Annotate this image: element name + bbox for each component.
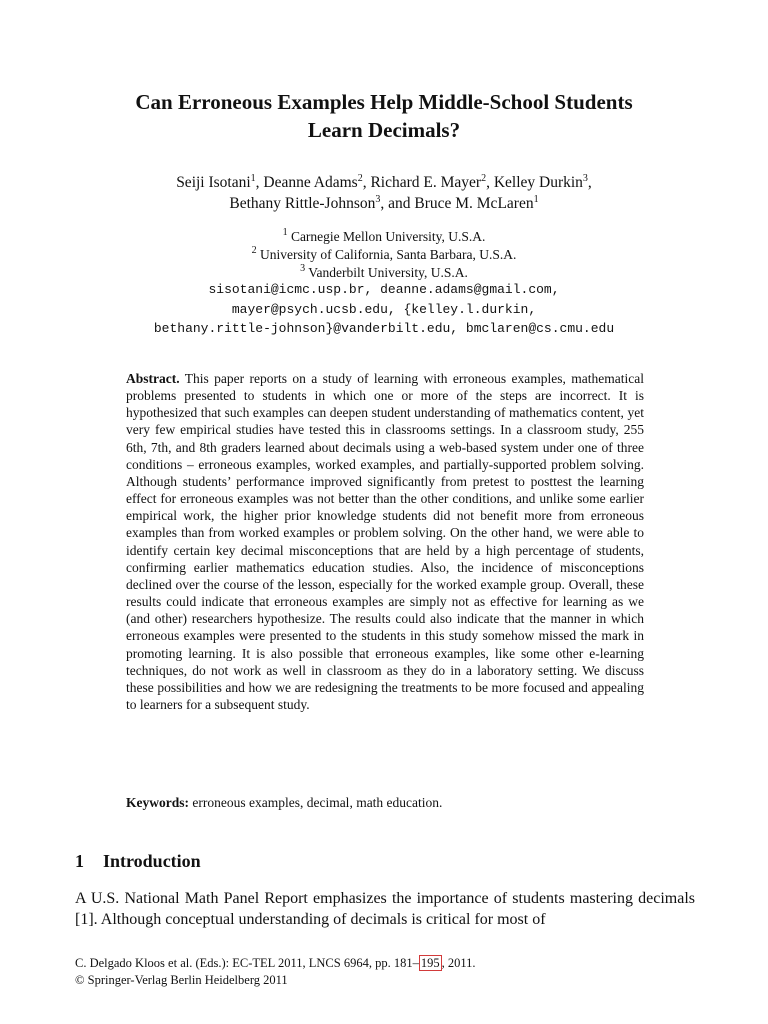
affiliation-marker: 3	[582, 173, 588, 184]
affiliation-text: Vanderbilt University, U.S.A.	[308, 265, 468, 280]
section-heading	[75, 849, 201, 873]
affiliation-item	[60, 228, 708, 246]
paper-title	[60, 88, 708, 144]
affiliation-marker: 3	[300, 263, 306, 274]
affiliation-marker: 3	[375, 194, 381, 205]
affiliation-marker: 2	[481, 173, 487, 184]
email-line: sisotani@icmc.usp.br, deanne.adams@gmail.com,	[208, 282, 560, 297]
affiliation-marker: 1	[533, 194, 539, 205]
section-title: Introduction	[103, 851, 201, 871]
author-name: , Kelley Durkin	[486, 174, 583, 191]
email-line: mayer@psych.ucsb.edu, {kelley.l.durkin,	[231, 301, 537, 317]
citation-end: , 2011.	[441, 956, 476, 970]
affiliation-marker: 2	[251, 245, 257, 256]
keywords-text: erroneous examples, decimal, math education.	[192, 795, 443, 810]
keywords	[126, 794, 644, 811]
section-number: 1	[75, 851, 84, 871]
affiliation-marker: 2	[357, 173, 363, 184]
abstract	[126, 370, 644, 713]
affiliation-text: University of California, Santa Barbara, U.S.A.	[259, 247, 517, 262]
page-link[interactable]: 195	[420, 956, 440, 970]
affiliation-item	[60, 246, 708, 264]
author-name: Seiji Isotani	[176, 174, 251, 191]
abstract-heading: Abstract.	[126, 371, 180, 386]
email-line: bethany.rittle-johnson}@vanderbilt.edu, bmclaren@cs.cmu.edu	[153, 321, 615, 336]
author-name: Bethany Rittle-Johnson	[229, 195, 376, 212]
author-name: , and Bruce M. McLaren	[380, 195, 534, 212]
affiliation-text: Carnegie Mellon University, U.S.A.	[290, 229, 486, 244]
affiliation-marker: 1	[282, 227, 288, 238]
author-separator: ,	[587, 174, 592, 191]
email-block	[40, 280, 728, 339]
citation-line	[75, 955, 695, 972]
keywords-heading: Keywords:	[126, 795, 189, 810]
affiliation-list	[60, 228, 708, 282]
abstract-text: This paper reports on a study of learning with erroneous examples, mathematical problems presented to students in which one or more of the steps are incorrect. It is hypothesized that such examples can deepen student understanding of mathematics content, yet very few empirical studies have tested this in classrooms settings. In a classroom study, 255 6th, 7th, and 8th graders learned about decimals using a web-based system under one of three conditions – erroneous examples, worked examples, and partially-supported problem solving. Although students’ performance improved significantly from pretest to posttest the learning effect for erroneous examples was not better than the other conditions, and unlike some earlier empirical work, the higher prior knowledge students did not benefit more from erroneous examples than from worked examples or problem solving. On the other hand, we were able to identify certain key decimal misconceptions that are held by a high percentage of students, confirming earlier mathematics education studies. Also, the incidence of misconceptions declined over the course of the lesson, especially for the worked example group. Overall, these results could indicate that erroneous examples are simply not as effective for learning as we (and other) researchers hypothesize. The results could also indicate that the manner in which erroneous examples were presented to the students in this study somehow missed the mark in promoting learning. It is also possible that erroneous examples, like some other e-learning techniques, do not work as well in classroom as they do in a laboratory setting. We discuss these possibilities and how we are redesigning the treatments to be more focused and appealing to learners for a subsequent study.	[126, 371, 644, 712]
title-line-2: Learn Decimals?	[307, 118, 461, 142]
title-line-1: Can Erroneous Examples Help Middle-School Students	[135, 90, 633, 114]
author-list	[60, 172, 708, 214]
author-line-1	[60, 172, 708, 193]
intro-paragraph: A U.S. National Math Panel Report emphasizes the importance of students mastering decimals [1]. Although conceptual understanding of decimals is critical for most of	[75, 890, 695, 928]
author-name: , Richard E. Mayer	[362, 174, 482, 191]
page-footer	[75, 955, 695, 989]
affiliation-marker: 1	[250, 173, 256, 184]
citation-text: C. Delgado Kloos et al. (Eds.): EC-TEL 2011, LNCS 6964, pp. 181–	[75, 956, 419, 970]
copyright-line: © Springer-Verlag Berlin Heidelberg 2011	[75, 973, 288, 987]
author-line-2	[60, 193, 708, 214]
author-name: , Deanne Adams	[255, 174, 358, 191]
